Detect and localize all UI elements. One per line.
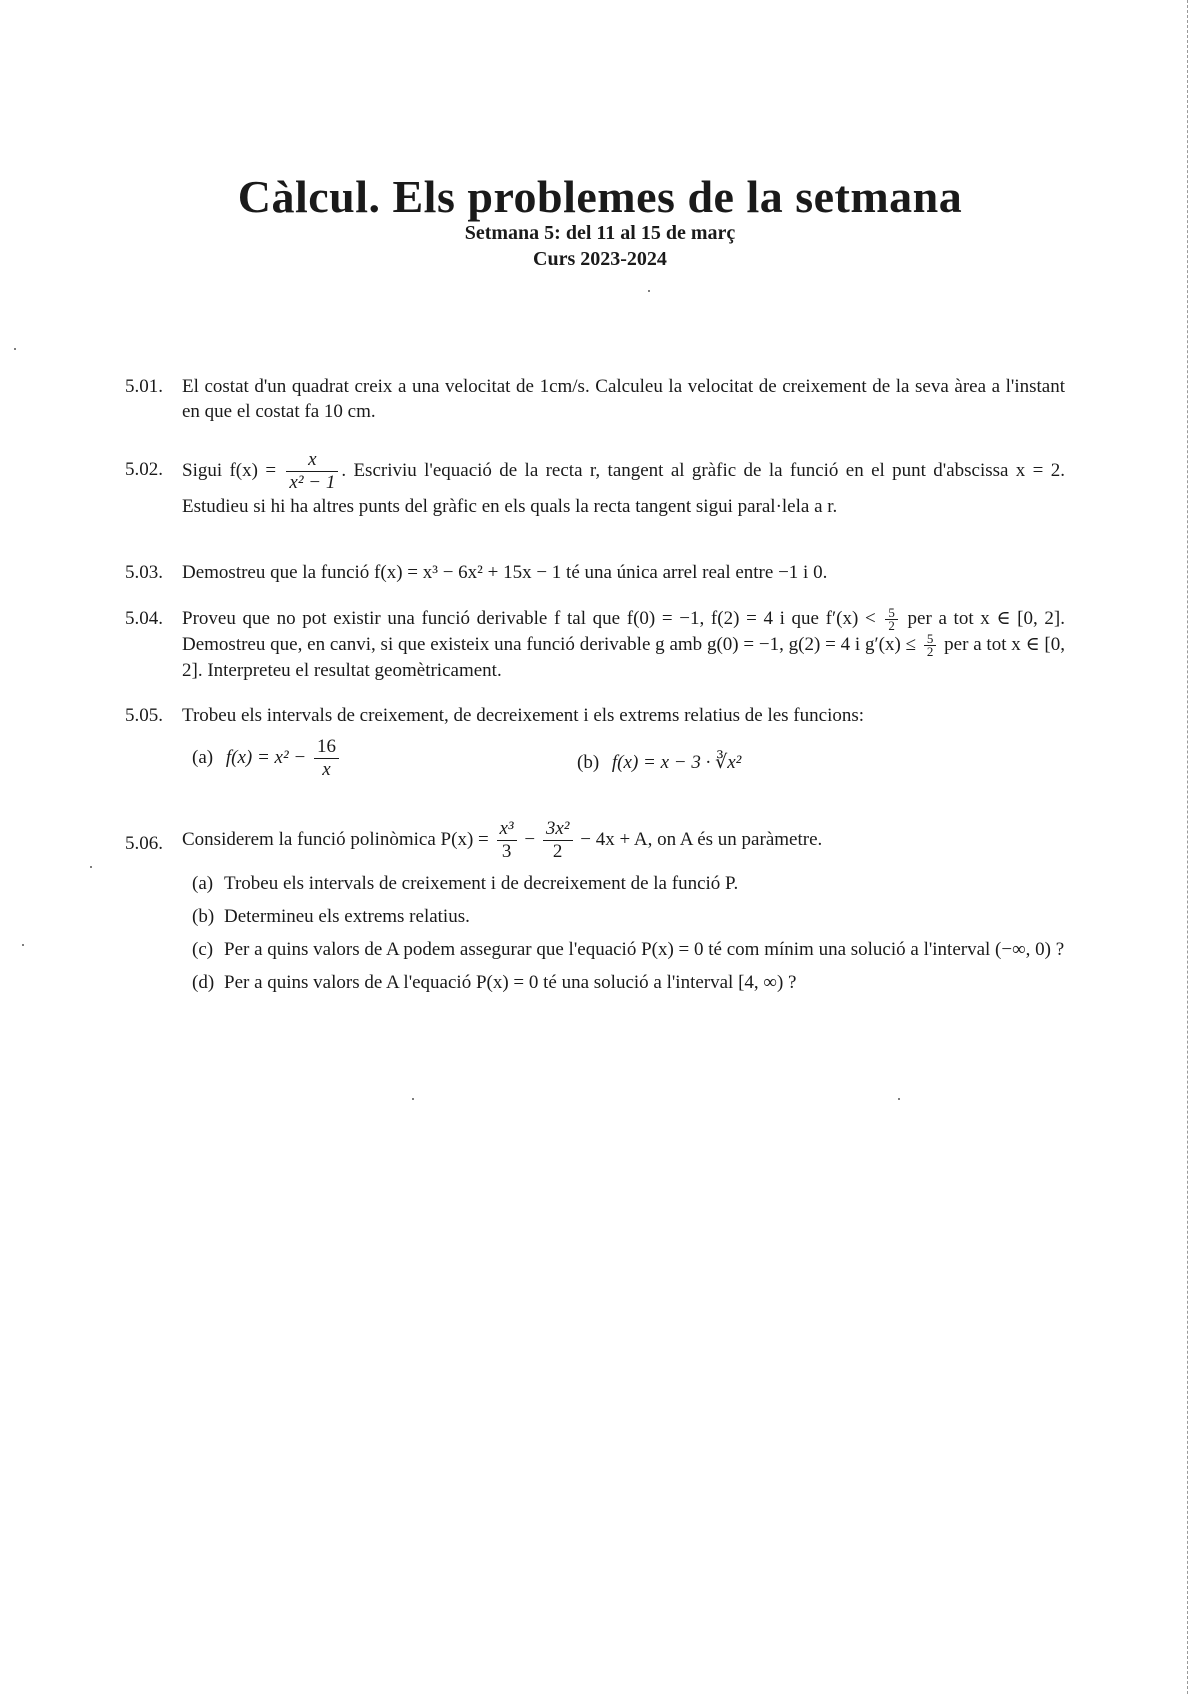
item-text: Per a quins valors de A podem assegurar que l'equació P(x) = 0 té com mínim una solució a l'interval (−∞, 0) ? — [224, 939, 1065, 960]
subproblem-a — [192, 736, 342, 781]
scan-speck — [898, 1098, 900, 1100]
list-item — [182, 904, 1065, 929]
fraction-denominator: 2 — [888, 618, 895, 634]
fraction-numerator: 16 — [314, 736, 339, 759]
problem-number: 5.03. — [125, 562, 163, 583]
subproblem-expr: f(x) = x − 3 · ∛x² — [611, 752, 742, 773]
item-text: Determineu els extrems relatius. — [224, 906, 470, 927]
fraction-denominator: 2 — [552, 841, 563, 862]
problem-text-mid: − — [524, 828, 536, 850]
problem-number: 5.05. — [125, 705, 163, 726]
list-item — [182, 937, 1065, 962]
problem-text-post: . Escriviu l'equació de la recta r, tangent al gràfic de la funció en el punt d'abscissa x = 2. Estudieu si hi ha altres punts del gràfic en els quals la recta tangent sigui paral·lela a r. — [182, 459, 1065, 517]
problem-text — [182, 818, 1065, 863]
fraction — [885, 607, 898, 632]
problem-5-01 — [125, 374, 1065, 424]
problem-5-06 — [125, 818, 1065, 995]
fraction-numerator: 5 — [885, 607, 898, 620]
item-label: (a) — [192, 873, 214, 894]
problem-5-05 — [125, 703, 1065, 796]
fraction-numerator: x³ — [497, 818, 517, 841]
problem-number: 5.01. — [125, 376, 163, 397]
fraction-denominator: 2 — [926, 644, 934, 660]
problem-text-pre: Considerem la funció polinòmica P(x) = — [182, 828, 489, 850]
fraction — [286, 449, 338, 494]
problem-number: 5.02. — [125, 459, 163, 480]
scan-speck — [90, 866, 92, 868]
fraction — [924, 633, 937, 658]
problem-text — [182, 606, 1065, 684]
fraction-numerator: 5 — [924, 633, 937, 646]
subproblem-list — [182, 871, 1065, 995]
fraction-denominator: 3 — [501, 841, 512, 862]
fraction-denominator: x — [322, 759, 331, 780]
problem-text: El costat d'un quadrat creix a una velocitat de 1cm/s. Calculeu la velocitat de creixement de la seva àrea a l'instant en que el costat fa 10 cm. — [182, 376, 1065, 422]
problem-5-03 — [125, 560, 1065, 585]
problem-text-pre: Sigui f(x) = — [182, 459, 277, 481]
item-label: (c) — [192, 939, 214, 960]
problem-5-04 — [125, 606, 1065, 684]
list-item — [182, 871, 1065, 896]
problem-text-post: − 4x + A, on A és un paràmetre. — [580, 828, 823, 850]
problem-text: Demostreu que la funció f(x) = x³ − 6x² + 15x − 1 té una única arrel real entre −1 i 0. — [182, 562, 828, 583]
problem-text: Trobeu els intervals de creixement, de decreixement i els extrems relatius de les funcions: — [182, 705, 865, 726]
item-text: Trobeu els intervals de creixement i de decreixement de la funció P. — [224, 873, 739, 894]
fraction-numerator: 3x² — [543, 818, 573, 841]
course-subtitle: Curs 2023-2024 — [533, 248, 667, 270]
fraction — [314, 736, 339, 781]
problem-text — [182, 449, 1065, 519]
scan-speck — [14, 348, 16, 350]
fraction — [497, 818, 517, 863]
problem-number: 5.04. — [125, 608, 163, 629]
problem-5-02 — [125, 449, 1065, 519]
scan-edge-line — [1187, 0, 1188, 1694]
item-label: (b) — [192, 906, 215, 927]
scan-speck — [648, 290, 650, 292]
item-label: (d) — [192, 972, 215, 993]
subproblem-label: (b) — [577, 752, 600, 773]
fraction-denominator: x² − 1 — [289, 472, 336, 493]
scan-speck — [412, 1098, 414, 1100]
subproblem-expr: f(x) = x² − — [225, 746, 307, 768]
subproblem-b — [577, 750, 741, 775]
problem-number: 5.06. — [125, 833, 163, 854]
problem-text-part3: per a tot x ∈ [0, 2]. Interpreteu el resultat geomètricament. — [182, 634, 1066, 682]
problem-text-part2: per a tot x ∈ [0, 2]. Demostreu que, en canvi, si que existeix una funció derivable g amb g(0) = −1, g(2) = 4 i g′(x) ≤ — [182, 608, 1065, 656]
week-subtitle: Setmana 5: del 11 al 15 de març — [464, 222, 736, 244]
problem-text-part1: Proveu que no pot existir una funció derivable f tal que f(0) = −1, f(2) = 4 i que f′(x) < — [182, 608, 876, 629]
fraction — [543, 818, 573, 863]
subproblem-label: (a) — [192, 746, 214, 768]
item-text: Per a quins valors de A l'equació P(x) = 0 té una solució a l'interval [4, ∞) ? — [224, 972, 797, 993]
page-title: Càlcul. Els problemes de la setmana — [237, 171, 963, 222]
fraction-numerator: x — [286, 449, 338, 472]
list-item — [182, 970, 1065, 995]
subproblem-row — [182, 736, 1065, 796]
scan-speck — [22, 944, 24, 946]
